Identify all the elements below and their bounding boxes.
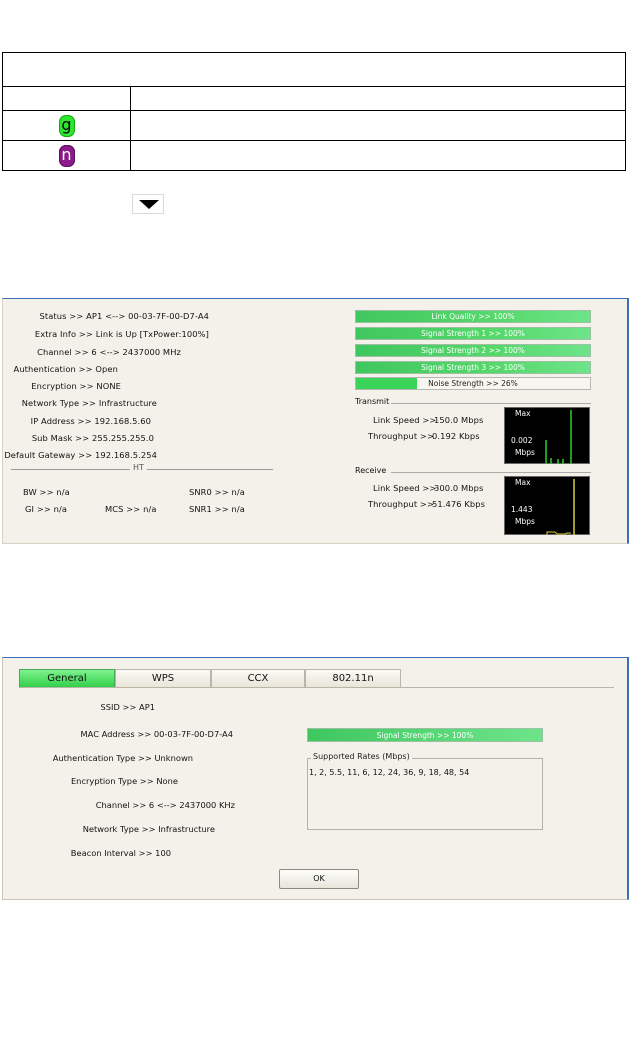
tx-graph-max: Max — [515, 409, 531, 418]
signal-strength-bar: Signal Strength >> 100% — [307, 728, 543, 742]
legend-table — [2, 52, 626, 171]
tx-link-speed-label: Link Speed >> — [373, 415, 437, 425]
beacon-interval-line: Beacon Interval >> 100 — [70, 848, 171, 858]
tab-divider — [19, 687, 614, 688]
channel-line: Channel >> 6 <--> 2437000 KHz — [95, 800, 235, 810]
table-row — [3, 111, 626, 141]
sub-mask-line: Sub Mask >> 255.255.255.0 — [31, 433, 154, 443]
rx-graph-unit: Mbps — [515, 517, 535, 526]
table-cell — [131, 111, 626, 141]
ht-label: HT — [130, 463, 147, 472]
tx-throughput-value: 0.192 Kbps — [432, 431, 480, 441]
bw-line: BW >> n/a — [23, 487, 70, 497]
general-info-panel — [2, 657, 629, 900]
table-row — [3, 87, 626, 111]
link-status-panel — [2, 298, 629, 544]
tx-graph-lines — [505, 408, 591, 465]
link-quality-bar: Link Quality >> 100% — [355, 310, 591, 323]
mode-n-icon: n — [59, 145, 75, 167]
rx-graph-lines — [505, 477, 591, 536]
table-cell — [3, 53, 626, 87]
encryption-line: Encryption >> NONE — [31, 381, 121, 391]
mcs-line: MCS >> n/a — [105, 504, 157, 514]
encryption-type-line: Encryption Type >> None — [70, 776, 178, 786]
noise-strength-label: Noise Strength >> 26% — [428, 379, 518, 388]
table-row — [3, 141, 626, 171]
transmit-title: Transmit — [355, 397, 390, 406]
mac-address-line: MAC Address >> 00-03-7F-00-D7-A4 — [80, 729, 233, 739]
rx-throughput-label: Throughput >> — [368, 499, 435, 509]
rx-link-speed-label: Link Speed >> — [373, 483, 437, 493]
tx-throughput-label: Throughput >> — [368, 431, 435, 441]
network-type-line: Network Type >> Infrastructure — [21, 398, 157, 408]
receive-divider — [391, 472, 591, 473]
ip-address-line: IP Address >> 192.168.5.60 — [30, 416, 151, 426]
signal-strength-3-bar: Signal Strength 3 >> 100% — [355, 361, 591, 374]
tab-ccx[interactable]: CCX — [211, 669, 305, 688]
signal-strength-2-bar: Signal Strength 2 >> 100% — [355, 344, 591, 357]
table-cell — [131, 87, 626, 111]
authentication-line: Authentication >> Open — [13, 364, 118, 374]
rx-graph-value: 1.443 — [511, 505, 533, 514]
snr0-line: SNR0 >> n/a — [189, 487, 245, 497]
tab-wps[interactable]: WPS — [115, 669, 211, 688]
ssid-line: SSID >> AP1 — [100, 702, 155, 712]
ok-button[interactable]: OK — [279, 869, 359, 889]
supported-rates-title: Supported Rates (Mbps) — [313, 752, 410, 761]
table-row — [3, 53, 626, 87]
receive-graph — [504, 476, 590, 535]
rx-graph-max: Max — [515, 478, 531, 487]
noise-fill — [356, 378, 417, 389]
table-cell — [131, 141, 626, 171]
tab-general[interactable]: General — [19, 669, 115, 688]
authentication-type-line: Authentication Type >> Unknown — [52, 753, 193, 763]
triangle-down-icon — [139, 200, 159, 209]
rx-throughput-value: 51.476 Kbps — [432, 499, 486, 509]
channel-line: Channel >> 6 <--> 2437000 MHz — [37, 347, 181, 357]
mode-g-icon: g — [59, 115, 75, 137]
transmit-divider — [391, 403, 591, 404]
tx-graph-unit: Mbps — [515, 448, 535, 457]
snr1-line: SNR1 >> n/a — [189, 504, 245, 514]
default-gateway-line: Default Gateway >> 192.168.5.254 — [4, 450, 157, 460]
tx-graph-value: 0.002 — [511, 436, 533, 445]
noise-strength-bar — [355, 377, 591, 390]
dropdown-arrow-button[interactable] — [132, 194, 164, 214]
gi-line: GI >> n/a — [25, 504, 68, 514]
table-cell — [3, 87, 131, 111]
network-type-line: Network Type >> Infrastructure — [82, 824, 215, 834]
signal-strength-1-bar: Signal Strength 1 >> 100% — [355, 327, 591, 340]
receive-title: Receive — [355, 466, 387, 475]
rx-link-speed-value: 300.0 Mbps — [434, 483, 484, 493]
extra-info-line: Extra Info >> Link is Up [TxPower:100%] — [34, 329, 209, 339]
status-line: Status >> AP1 <--> 00-03-7F-00-D7-A4 — [39, 311, 209, 321]
supported-rates-list: 1, 2, 5.5, 11, 6, 12, 24, 36, 9, 18, 48, 54 — [309, 768, 470, 777]
tx-link-speed-value: 150.0 Mbps — [434, 415, 484, 425]
tab-80211n[interactable]: 802.11n — [305, 669, 401, 688]
transmit-graph — [504, 407, 590, 464]
